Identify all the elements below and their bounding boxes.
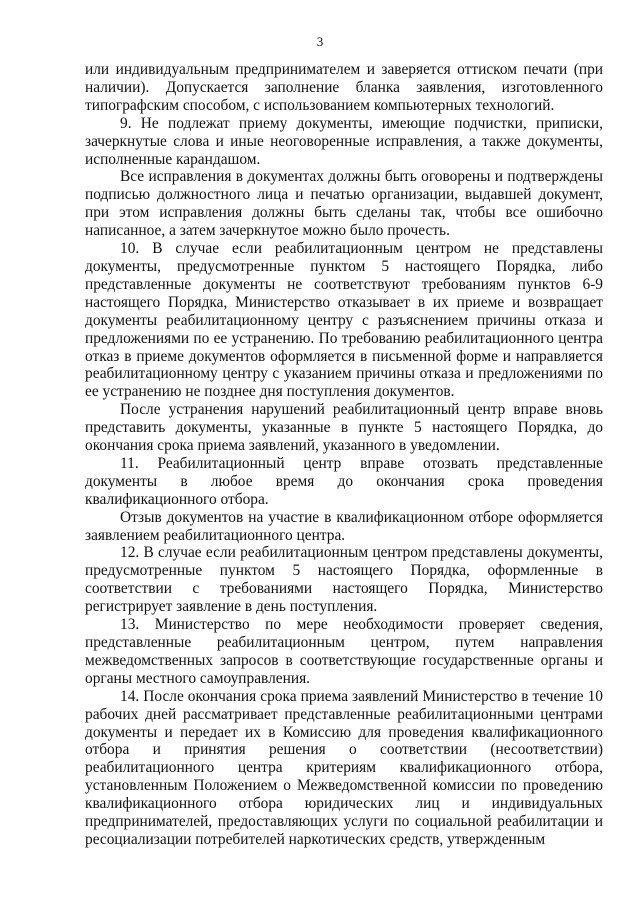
document-body	[85, 61, 603, 849]
paragraph-continuation: или индивидуальным предпринимателем и заверяется оттиском печати (при наличии). Допускается заполнение бланка заявления, изготовленного типографским способом, с использованием компьютерных технологий.	[85, 61, 603, 114]
paragraph-item-13: 13. Министерство по мере необходимости проверяет сведения, представленные реабилитационным центром, путем направления межведомственных запросов в соответствующие государственные органы и органы местного самоуправления.	[85, 616, 603, 687]
paragraph-item-11: 11. Реабилитационный центр вправе отозвать представленные документы в любое время до окончания срока проведения квалификационного отбора.	[85, 454, 603, 508]
paragraph-item-10: 10. В случае если реабилитационным центром не представлены документы, предусмотренные пунктом 5 настоящего Порядка, либо представленные документы не соответствуют требованиям пунктов 6-9 настоящего Порядка, Министерство отказывает в их приеме и возвращает документы реабилитационному центру с разъяснением причины отказа и предложениями по ее устранению. По требованию реабилитационного центра отказ в приеме документов оформляется в письменной форме и направляется реабилитационному центру с указанием причины отказа и предложениями по ее устранению не позднее дня поступления документов.	[85, 240, 603, 401]
paragraph-item-9: 9. Не подлежат приему документы, имеющие подчистки, приписки, зачеркнутые слова и иные неоговоренные исправления, а также документы, исполненные карандашом.	[85, 114, 603, 168]
paragraph-resubmission: После устранения нарушений реабилитационный центр вправе вновь представить документы, указанные в пункте 5 настоящего Порядка, до окончания срока приема заявлений, указанного в уведомлении.	[85, 401, 603, 455]
paragraph-item-14: 14. После окончания срока приема заявлений Министерство в течение 10 рабочих дней рассматривает представленные реабилитационными центрами документы и передает их в Комиссию для проведения квалификационного отбора и принятия решения о соответствии (несоответствии) реабилитационного центра критериям квалификационного отбора, установленным Положением о Межведомственной комиссии по проведению квалификационного отбора юридических лиц и индивидуальных предпринимателей, предоставляющих услуги по социальной реабилитации и ресоциализации потребителей наркотических средств, утвержденным	[85, 687, 603, 848]
paragraph-corrections: Все исправления в документах должны быть оговорены и подтверждены подписью должностного лица и печатью организации, выдавшей документ, при этом исправления должны быть сделаны так, чтобы все ошибочно написанное, а затем зачеркнутое можно было прочесть.	[85, 168, 603, 240]
paragraph-withdrawal: Отзыв документов на участие в квалификационном отборе оформляется заявлением реабилитационного центра.	[85, 508, 603, 544]
paragraph-item-12: 12. В случае если реабилитационным центром представлены документы, предусмотренные пунктом 5 настоящего Порядка, оформленные в соответствии с требованиями настоящего Порядка, Министерство регистрирует заявление в день поступления.	[85, 544, 603, 616]
page-number: 3	[316, 34, 324, 49]
